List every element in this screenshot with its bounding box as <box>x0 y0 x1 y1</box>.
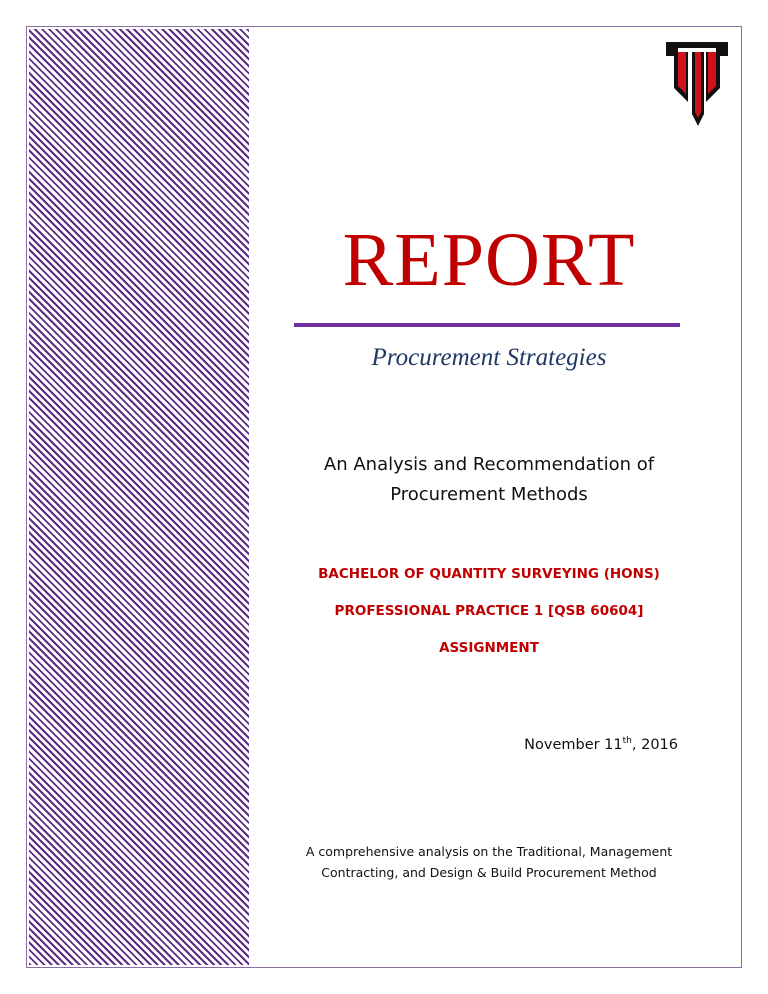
course-name: PROFESSIONAL PRACTICE 1 [QSB 60604] <box>334 603 644 619</box>
document-type: ASSIGNMENT <box>439 640 539 656</box>
date-month-day: November 11 <box>524 736 623 753</box>
programme-name: BACHELOR OF QUANTITY SURVEYING (HONS) <box>318 566 660 582</box>
analysis-heading <box>296 450 682 510</box>
date-year: , 2016 <box>631 736 678 753</box>
report-title: REPORT <box>342 218 636 302</box>
title-underline <box>294 323 680 327</box>
report-date <box>380 736 678 753</box>
report-description <box>296 841 682 883</box>
description-line-2: Contracting, and Design & Build Procurement Method <box>321 865 657 880</box>
analysis-line-2: Procurement Methods <box>390 484 588 505</box>
date-suffix: th <box>622 736 632 746</box>
description-line-1: A comprehensive analysis on the Traditional, Management <box>305 844 673 859</box>
university-logo-icon <box>664 40 730 126</box>
report-subtitle: Procurement Strategies <box>371 344 607 371</box>
analysis-line-1: An Analysis and Recommendation of <box>323 454 655 475</box>
decorative-stripe-panel <box>29 29 249 965</box>
